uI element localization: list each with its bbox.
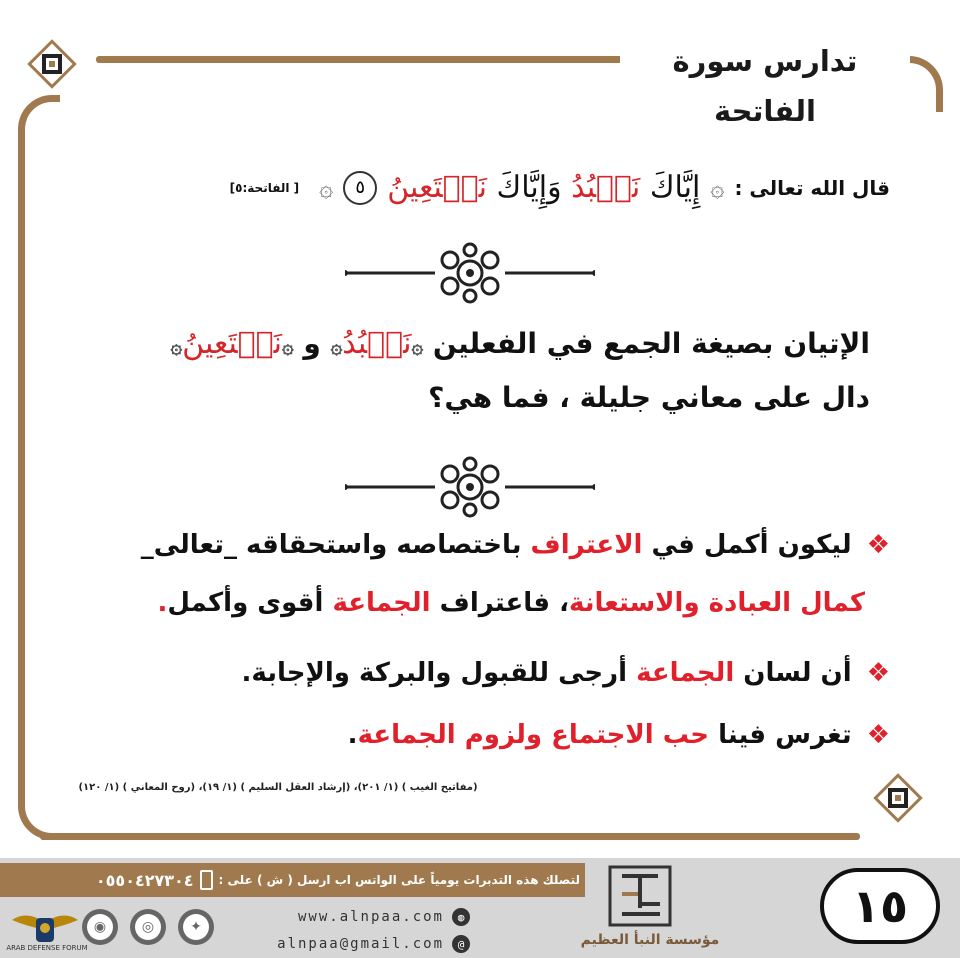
- list-item: ❖ ليكون أكمل في الاعتراف باختصاصه واستحقاقه _تعالى_: [140, 530, 890, 560]
- instagram-icon: ◎: [135, 914, 161, 940]
- diamond-bullet-icon: ❖: [866, 658, 890, 688]
- verse-reference: [ الفاتحة:٥]: [229, 180, 300, 195]
- org-name: مؤسسة النبأ العظيم: [580, 932, 720, 948]
- ornamental-divider-icon: [345, 452, 595, 522]
- whatsapp-subscribe: لتصلك هذه التدبرات يومياً على الواتس اب ارسل ( ش ) على : ٠٥٥٠٤٢٧٣٠٤: [95, 870, 580, 890]
- verse-text: إِيَّاكَ نَعۡبُدُ وَإِيَّاكَ نَسۡتَعِينُ: [387, 170, 701, 205]
- ornament-close-icon: ۞: [319, 173, 334, 202]
- website-link[interactable]: www.alnpaa.com ◍: [255, 905, 470, 929]
- frame-corner-right: [905, 56, 943, 112]
- globe-icon: ◍: [452, 908, 470, 926]
- instagram-button[interactable]: [130, 909, 166, 945]
- emblem-logo-bottom: [872, 772, 924, 824]
- list-item: ❖ أن لسان الجماعة أرجى للقبول والبركة والإجابة.: [241, 658, 890, 688]
- list-item: ❖ تغرس فينا حب الاجتماع ولزوم الجماعة.: [347, 720, 890, 750]
- question-line-2: دال على معاني جليلة ، فما هي؟: [428, 381, 870, 414]
- phone-icon: [200, 870, 213, 890]
- forum-badge-text: ARAB DEFENSE FORUM: [6, 944, 88, 952]
- page-title: تدارس سورة الفاتحة: [620, 36, 910, 86]
- phone-number[interactable]: ٠٥٥٠٤٢٧٣٠٤: [95, 870, 194, 890]
- question-line-1: الإتيان بصيغة الجمع في الفعلين ۞نَعۡبُدُ۞ و ۞نَسۡتَعِينُ۞: [170, 326, 870, 361]
- frame-bottom-line: [40, 833, 860, 840]
- ornament-open-icon: ۞: [710, 173, 725, 202]
- list-item-continued: كمال العبادة والاستعانة، فاعتراف الجماعة أقوى وأكمل.: [157, 588, 865, 618]
- ornamental-divider-icon: [345, 238, 595, 308]
- periscope-button[interactable]: [82, 909, 118, 945]
- emblem-logo-top: [26, 38, 78, 90]
- diamond-bullet-icon: ❖: [866, 720, 890, 750]
- twitter-button[interactable]: [178, 909, 214, 945]
- verse-number-badge: ٥: [343, 171, 377, 205]
- verse-line: [90, 160, 890, 215]
- twitter-icon: ✦: [183, 914, 209, 940]
- sources-references: (مفاتيح الغيب ) (١/ ٢٠١)، (إرشاد العقل السليم ) (١/ ١٩)، (روح المعاني ) (١/ ١٢٠): [78, 782, 478, 793]
- diamond-bullet-icon: ❖: [866, 530, 890, 560]
- verse-intro: قال الله تعالى :: [734, 175, 890, 200]
- periscope-icon: ◉: [87, 914, 113, 940]
- at-icon: @: [452, 935, 470, 953]
- email-link[interactable]: alnpaa@gmail.com @: [255, 932, 470, 956]
- org-logo: [600, 862, 680, 932]
- card-number-badge: ١٥: [820, 868, 940, 944]
